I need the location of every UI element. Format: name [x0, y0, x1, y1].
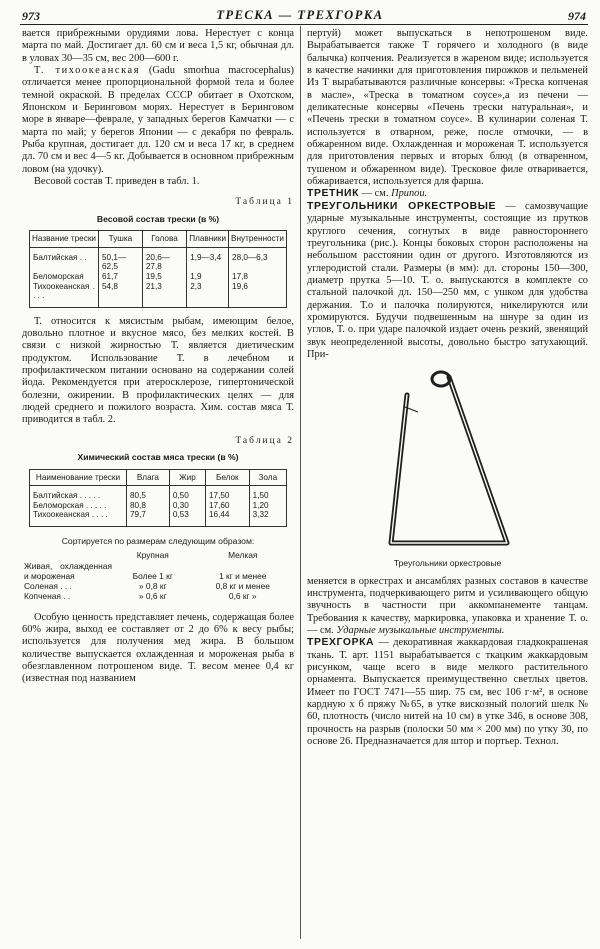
table-2-caption: Химический состав мяса трески (в %): [77, 452, 239, 463]
table-header-row: [30, 231, 287, 248]
headword: ТРЕТНИК: [307, 188, 360, 200]
left-column: [22, 28, 294, 686]
figure-caption: Треугольники оркестровые: [393, 558, 502, 569]
table-header: Плавники: [187, 231, 229, 248]
sort-cell: 0,8 кг и менее: [215, 581, 270, 592]
table-row: [30, 272, 287, 282]
header-rule: [20, 24, 588, 25]
table-cell: Балтийская . . . . .: [30, 486, 127, 501]
table-1: [29, 230, 287, 308]
table-cell: 79,7: [127, 510, 170, 526]
table-cell: 0,30: [169, 501, 205, 511]
paragraph: Весовой состав Т. приведен в табл. 1.: [34, 176, 200, 188]
table-cell: 1,20: [249, 501, 286, 511]
table-cell: 61,7: [99, 272, 143, 282]
table-cell: Тихоокеанская . . . .: [30, 510, 127, 526]
table-row: [30, 501, 287, 511]
table-cell: Беломорская . . . . .: [30, 501, 127, 511]
table-header: Внутренности: [229, 231, 287, 248]
table-cell: Беломорская: [30, 272, 99, 282]
right-column: [307, 28, 588, 748]
sort-cell: Живая, охлажденная и мороженая: [24, 560, 112, 581]
table-cell: 1,9—3,4: [187, 247, 229, 272]
table-cell: 0,50: [169, 486, 205, 501]
entry-text: меняется в оркестрах и ансамблях разных составов в качестве инструмента, подчеркивающего ритм и усиливающего общую звучность в частности при аккомпанементе танцам. Требования к качеству, маркировка, упаковка и хранение Т. о. —: [307, 575, 588, 636]
triangle-figure: [307, 365, 588, 555]
table-cell: 1,9: [187, 272, 229, 282]
table-row: [30, 247, 287, 272]
column-divider: [300, 26, 301, 939]
table-cell: Балтийская . .: [30, 247, 99, 272]
table-cell: 54,8: [99, 282, 143, 308]
sort-col-small: Мелкая: [228, 550, 258, 561]
paragraph: вается прибрежными орудиями лова. Нерестует с конца марта по май. Достигает дл. 60 см и веса 1,5 кг, обычная дл. в уловах 30—35 см, вес 200—600 г.: [22, 28, 294, 64]
table-cell: 0,53: [169, 510, 205, 526]
running-title: ТРЕСКА — ТРЕХГОРКА: [216, 8, 384, 22]
table-cell: 28,0—6,3: [229, 247, 287, 272]
table-1-caption: Весовой состав трески (в %): [96, 213, 220, 224]
sort-cell: » 0,8 кг: [138, 581, 167, 592]
table-cell: 21,3: [142, 282, 186, 308]
table-header-row: [30, 469, 287, 486]
table-cell: 1,50: [249, 486, 286, 501]
table-cell: 80,8: [127, 501, 170, 511]
page-number-right: 974: [568, 9, 586, 23]
table-header: Тушка: [99, 231, 143, 248]
sort-table: [22, 550, 294, 601]
entry-text: — декоративная жаккардовая гладкокрашеная ткань. Т. арт. 1151 вырабатывается с ткацким жаккардовым рисунком, чаще всего в виде мелкого растительного орнамента. Выпускается преимущественно светлых цветов. Имеет по ГОСТ 7471—55 шир. 75 см, вес 106 г·м², в основе кардную х б пряжу №65, в утке вискозный пологий шелк № 60, плотность (число нитей на 10 см) в утке 346, в основе 308, прочность на разрыв (полоски 50 мм × 200 мм) по утку 30, по основе 26. Предназначается для штор и портьер. Технол.: [307, 637, 588, 748]
page-number-left: 973: [22, 9, 40, 23]
cross-ref-link: Припои.: [391, 188, 428, 200]
paragraph: [22, 65, 294, 176]
sort-col-big: Крупная: [136, 550, 169, 561]
table-header: Наименование трески: [30, 469, 127, 486]
sort-heading: Сортируется по размерам следующим образом:: [61, 535, 255, 546]
table-cell: 50,1—62,5: [99, 247, 143, 272]
see-ref: см.: [320, 625, 334, 636]
table-cell: 17,8: [229, 272, 287, 282]
paragraph: Т. относится к мясистым рыбам, имеющим белое, довольно плотное и вкусное мясо, без мелких костей. В связи с низкой жирностью Т. является диетическим продуктом. Использование Т. в лечебном и профилактическом питании основано на содержании солей йода. Рекомендуется при атеросклерозе, гипертонической болезни, ожирении. В профилактических целях — для людей среднего и пожилого возраста. Хим. состав мяса Т. приводится в табл. 2.: [22, 315, 294, 426]
table-row: [30, 510, 287, 526]
page-header: [0, 0, 600, 26]
table-header: Зола: [249, 469, 286, 486]
table-2-label: Таблица 2: [235, 435, 294, 446]
entry-trekhgorka: [307, 637, 588, 748]
sort-header-row: [22, 550, 294, 560]
table-cell: 17,50: [206, 486, 250, 501]
table-cell: 20,6—27,8: [142, 247, 186, 272]
headword: ТРЕХГОРКА: [307, 637, 375, 649]
sort-row: [22, 561, 294, 582]
term: Т. тихоокеанская: [34, 65, 141, 77]
paragraph-text: (Gadu smorhua macrocephalus) отличается менее пропорциональной формой тела и более темной окраской. В пределах СССР обитает в Охотском, Японском и Беринговом морях. Нерестует в Беринговом море в январе—феврале, у западных берегов Камчатки — с марта по май; у берегов Японии — с декабря по февраль. Рыба крупная, достигает дл. 120 см и веса 17 кг, в среднем дл. 70 см и вес 4—5 кг. Добывается в основном прибрежным ловом (на удочку).: [22, 65, 294, 175]
entry-triangles: [307, 201, 588, 361]
table-header: Название трески: [30, 231, 99, 248]
table-2: [29, 469, 287, 527]
entry-text: — самозвучащие ударные музыкальные инструменты, состоящие из прутков круглого сечения, согнутых в виде равностороннего треугольника (рис.). Концы боковых сторон расположены на небольшом расстоянии один от другого. Изготовляются из углеродистой стали. Размеры (в мм): дл. стороны 150—300, диаметр прутка 5—10. Т. о. выпускаются в комплекте со стальной палочкой дл. 150—250 мм, с ушком для удобства держания. Т.о и палочка полируются, никелируются или хромируются. Будучи подвешенным на шнуре за один из углов, Т. о. при ударе палочкой издает очень резкий, звенящий звук неопределенной высоты, довольно быстро затухающий. При-: [307, 200, 588, 360]
sort-cell: Соленая . . .: [24, 581, 72, 592]
sort-row: [22, 591, 294, 601]
table-header: Жир: [169, 469, 205, 486]
table-header: Белок: [206, 469, 250, 486]
sort-cell: 0,6 кг »: [228, 591, 257, 602]
table-row: [30, 486, 287, 501]
table-header: Голова: [142, 231, 186, 248]
table-cell: 80,5: [127, 486, 170, 501]
paragraph: пертуй) может выпускаться в непотрошеном виде. Вырабатывается также Т горячего и холодного (в виде балычка) копчения. Реализуется в жареном виде; используется в качестве начинки для приготовления пирожков и пельменей Из Т вырабатываются различные консервы: «Треска копченая в масле», «Треска в томатном соусе»,а из печени — деликатесные консервы «Печень трески натуральная», и «Печень трески в томатном соусе». В кулинарии соленая Т. используется в отварном, реже, после отмочки, — в обжаренном виде. Охлажденная и мороженая Т. используется для приготовления первых и вторых блюд (в отваренном, тушеном и обжаренном виде). Тресковое филе отваривается, обжаривается, используется для фарша.: [307, 28, 588, 188]
table-cell: 19,6: [229, 282, 287, 308]
table-cell: 3,32: [249, 510, 286, 526]
table-1-label: Таблица 1: [235, 197, 294, 208]
table-row: [30, 282, 287, 308]
sort-cell: Копченая . .: [24, 591, 71, 602]
sort-row: [22, 581, 294, 591]
headword: ТРЕУГОЛЬНИКИ ОРКЕСТРОВЫЕ: [307, 200, 497, 212]
table-cell: Тихоокеанская . . . .: [30, 282, 99, 308]
paragraph: Особую ценность представляет печень, содержащая более 60% жира, выход ее составляет от 2 до 6% к весу рыбы; используется для получения мед жира. В большом количестве выпускается охлажденная и мороженая рыба в обезглавленном потрошеном виде. Т. весом менее 0,4 кг (известная под названием: [22, 611, 294, 685]
sort-cell: 1 кг и менее: [219, 570, 267, 581]
see-ref: — см.: [361, 188, 389, 200]
entry-triangles-cont: [307, 576, 588, 638]
sort-cell: » 0,6 кг: [138, 591, 167, 602]
sort-cell: Более 1 кг: [132, 570, 173, 581]
table-cell: 2,3: [187, 282, 229, 308]
table-cell: 19,5: [142, 272, 186, 282]
table-cell: 17,60: [206, 501, 250, 511]
table-cell: 16,44: [206, 510, 250, 526]
table-header: Влага: [127, 469, 170, 486]
entry-tretnik: [307, 188, 588, 200]
triangle-instrument-illustration: [385, 365, 515, 555]
cross-ref-link: Ударные музыкальные инструменты.: [336, 625, 505, 636]
